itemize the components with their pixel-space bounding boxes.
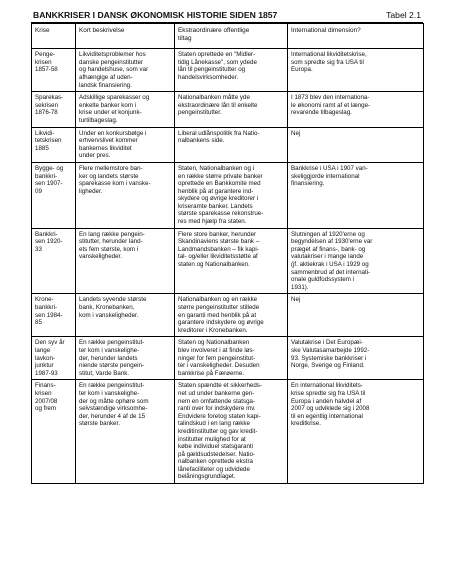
cell-beskrivelse: Likviditetsproblemer hos danske pengeinstitutter og handelshuse, som var afhængige af uden- landsk finansiering.: [76, 49, 175, 92]
cell-krise: Penge- krisen 1857-58: [32, 49, 76, 92]
table-row: [32, 127, 424, 162]
header-beskrivelse: Kort beskrivelse: [76, 24, 175, 49]
cell-beskrivelse: Adskillige sparekasser og enkelte banker kom i krise under et konjunk- turtilbageslag.: [76, 92, 175, 127]
cell-international: Nej: [288, 127, 424, 162]
cell-beskrivelse: En lang række pengein- stitutter, herunder land- ets fem største, kom i vanskeligheder.: [76, 228, 175, 294]
cell-tiltag: Liberal udlånspolitik fra Natio- nalbankens side.: [175, 127, 288, 162]
header-row: [32, 24, 424, 49]
cell-tiltag: Nationalbanken og en række større pengeinstitutter stillede en garanti med henblik på at garantere indskydere og øvrige kreditorer i Kronebanken.: [175, 294, 288, 337]
table-row: [32, 228, 424, 294]
table-row: [32, 162, 424, 228]
cell-international: Bankkrise i USA i 1907 van- skeliggjorde international finansiering.: [288, 162, 424, 228]
cell-krise: Krone- bankkri- sen 1984- 85: [32, 294, 76, 337]
cell-tiltag: Nationalbanken måtte yde ekstraordinære lån til enkelte pengeinstitutter.: [175, 92, 288, 127]
cell-international: International likviditetskrise, som spredte sig fra USA til Europa.: [288, 49, 424, 92]
cell-tiltag: Staten og Nationalbanken blev involveret i at finde løs- ninger for fem pengeinstitut- ter i vanskeligheder. Desuden bankkrise på Færøerne.: [175, 337, 288, 380]
table-row: [32, 337, 424, 380]
header-krise: Krise: [32, 24, 76, 49]
cell-beskrivelse: En række pengeinstitut- ter kom i vanskelighe- der og måtte ophøre som selvstændige virksomhe- der, herunder 4 af de 15 største banker.: [76, 380, 175, 484]
cell-krise: Bygge- og bankkri- sen 1907- 09: [32, 162, 76, 228]
title-row: [31, 10, 423, 22]
bank-crises-table: [31, 23, 424, 484]
cell-krise: Finans- krisen 2007/08 og frem: [32, 380, 76, 484]
cell-krise: Den syv år lange lavkon- junktur 1987-93: [32, 337, 76, 380]
cell-international: En international likviditets- krise spredte sig fra USA til Europa i anden halvdel af 2007 og udviklede sig i 2008 til en egentlig international kreditkrise.: [288, 380, 424, 484]
cell-beskrivelse: Flere mellemstore ban- ker og landets største sparekasse kom i vanske- ligheder.: [76, 162, 175, 228]
cell-beskrivelse: En række pengeinstitut- ter kom i vanskelighe- der, herunder landets niende største pengein- stitut, Varde Bank.: [76, 337, 175, 380]
header-tiltag: Ekstraordinære offentlige tiltag: [175, 24, 288, 49]
table-row: [32, 92, 424, 127]
cell-krise: Sparekas- sekrisen 1876-78: [32, 92, 76, 127]
cell-international: Nej: [288, 294, 424, 337]
table-row: [32, 49, 424, 92]
cell-international: Slutningen af 1920'erne og begyndelsen af 1930'erne var præget af finans-, bank- og valutakriser i mange lande (jf. aktiekrak i USA i 1929 og sammenbrud af det internati- onale guldfodssystem i 1931).: [288, 228, 424, 294]
table-row: [32, 380, 424, 484]
cell-beskrivelse: Under en konkursbølge i erhvervslivet kommer bankernes likviditet under pres.: [76, 127, 175, 162]
cell-krise: Likvidi- tetskrisen 1885: [32, 127, 76, 162]
cell-beskrivelse: Landets syvende største bank, Kronebanken, kom i vanskeligheder.: [76, 294, 175, 337]
table-number: Tabel 2.1: [386, 10, 421, 20]
header-international: International dimension?: [288, 24, 424, 49]
table-title: BANKKRISER I DANSK ØKONOMISK HISTORIE SIDEN 1857: [33, 10, 278, 20]
cell-tiltag: Flere store banker, herunder Skandinaviens største bank – Landmandsbanken – fik kapi- tal- og/eller likviditetsstøtte af staten og Nationalbanken.: [175, 228, 288, 294]
cell-krise: Bankkri- sen 1920- 33: [32, 228, 76, 294]
cell-international: I 1873 blev den internationa- le økonomi ramt af et længe- revarende tilbageslag.: [288, 92, 424, 127]
cell-tiltag: Staten oprettede en "Midler- tidig Lånekasse", som ydede lån til pengeinstitutter og handelsvirksomheder.: [175, 49, 288, 92]
cell-tiltag: Staten, Nationalbanken og i en række større private banker oprettede en Bankkomite med henblik på at garantere ind- skydere og øvrige kreditorer i kriseramte banker. Landets største sparekasse rekonstrue- res med hjælp fra staten.: [175, 162, 288, 228]
cell-tiltag: Staten spændte et sikkerheds- net ud under bankerne gen- nem en omfattende statsga- ranti over for indskydere mv. Endvidere foretog staten kapi- talindskud i en lang række kreditinstitutter og gav kredit- institutter mulighed for at købe individuel statsgaranti på gældsudstedelser. Natio- nalbanken oprettede ekstra lånefaciliteter og udvidede belåningsgrundlaget.: [175, 380, 288, 484]
document-page: [31, 10, 423, 484]
table-row: [32, 294, 424, 337]
cell-international: Valutakrise i Det Europæi- ske Valutasamarbejde 1992- 93. Systemiske bankkriser i Norge, Sverige og Finland.: [288, 337, 424, 380]
